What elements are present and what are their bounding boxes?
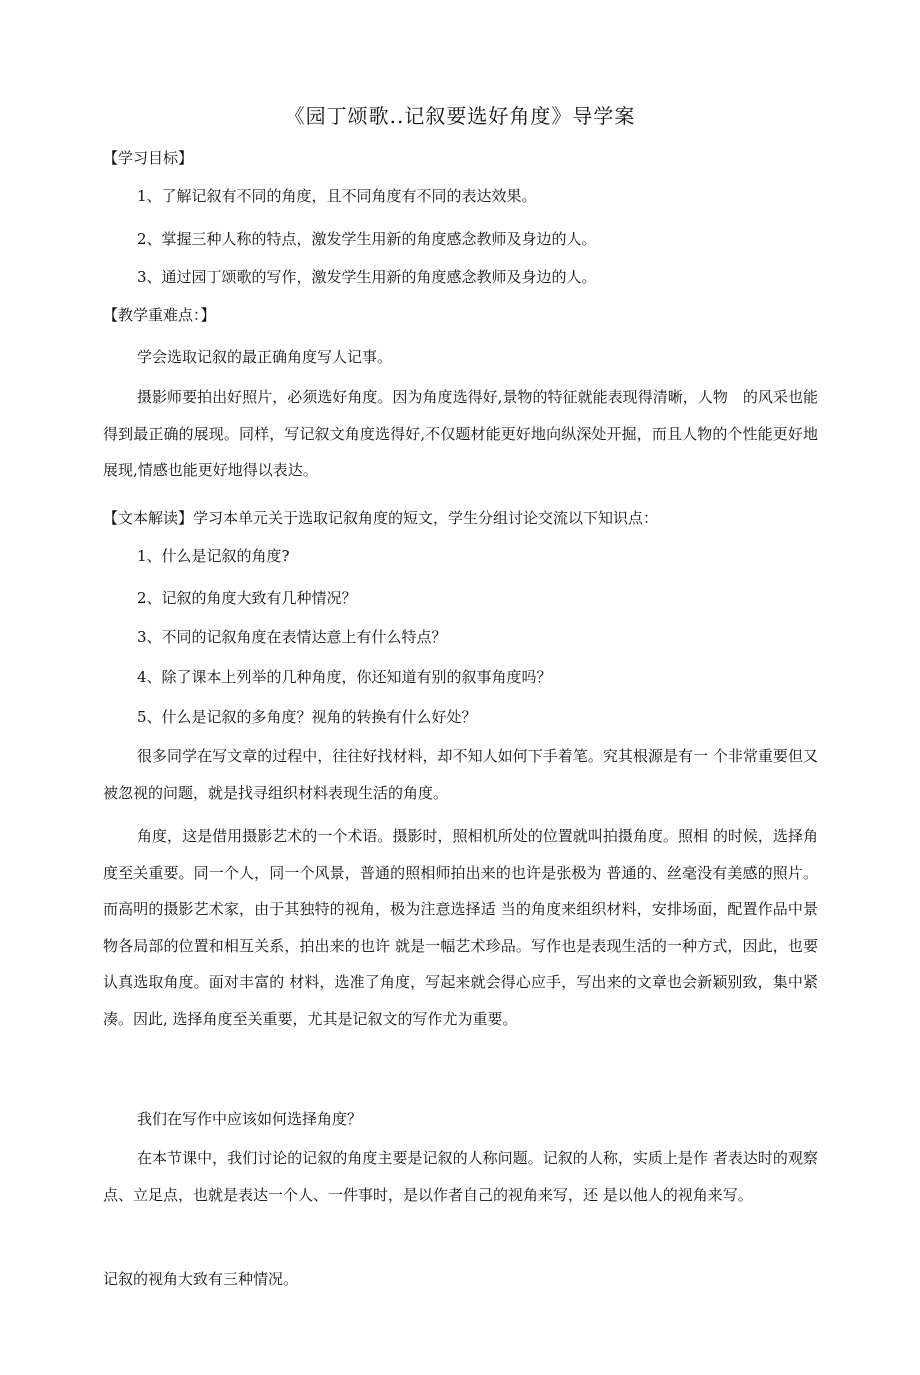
objective-item: 3、通过园丁颂歌的写作，激发学生用新的角度感念教师及身边的人。 xyxy=(137,268,597,286)
objectives-heading: 【学习目标】 xyxy=(103,149,194,167)
question-item: 2、记叙的角度大致有几种情况？ xyxy=(137,589,357,607)
question-item: 3、不同的记叙角度在表情达意上有什么特点？ xyxy=(137,628,447,646)
question-item: 5、什么是记叙的多角度？视角的转换有什么好处？ xyxy=(137,708,477,726)
question-item: 1、什么是记叙的角度? xyxy=(137,547,290,565)
students-paragraph: 很多同学在写文章的过程中，往往好找材料，却不知人如何下手着笔。究其根源是有一 个非常重要但又被忽视的问题，就是找寻组织材料表现生活的角度。 xyxy=(103,747,818,802)
person-paragraph: 在本节课中，我们讨论的记叙的角度主要是记叙的人称问题。记叙的人称，实质上是作 者表达时的观察点、立足点，也就是表达一个人、一件事时，是以作者自己的视角来写，还 是以他人的视角来写。 xyxy=(103,1149,818,1204)
document-title: 《园丁颂歌..记叙要选好角度》导学案 xyxy=(284,104,636,128)
key-point-text: 学会选取记叙的最正确角度写人记事。 xyxy=(137,348,393,366)
question-item: 4、除了课本上列举的几种角度，你还知道有别的叙事角度吗？ xyxy=(137,668,552,686)
question-paragraph: 我们在写作中应该如何选择角度？ xyxy=(137,1110,363,1128)
key-points-heading: 【教学重难点：】 xyxy=(103,306,216,324)
angle-paragraph: 角度，这是借用摄影艺术的一个术语。摄影时，照相机所处的位置就叫拍摄角度。照相 的时候，选择角度至关重要。同一个人，同一个风景，普通的照相师拍出来的也许是张极为 普通的、丝毫没有美感的照片。而高明的摄影艺术家，由于其独特的视角，极为注意选择适 当的角度来组织材料，安排场面，配置作品中景物各局部的位置和相互关系，拍出来的也许 就是一幅艺术珍品。写作也是表现生活的一种方式，因此，也要认真选取角度。面对丰富的 材料，选准了角度，写起来就会得心应手，写出来的文章也会新颖别致，集中紧凑。因此, 选择角度至关重要，尤其是记叙文的写作尤为重要。 xyxy=(103,827,818,1028)
final-line: 记叙的视角大致有三种情况。 xyxy=(103,1270,299,1288)
objective-item: 2、掌握三种人称的特点，激发学生用新的角度感念教师及身边的人。 xyxy=(137,230,597,248)
photo-paragraph: 摄影师要拍出好照片，必须选好角度。因为角度选得好,景物的特征就能表现得清晰，人物 的风采也能得到最正确的展现。同样，写记叙文角度选得好,不仅题材能更好地向纵深处开掘，而且人物的个性能更好地展现,情感也能更好地得以表达。 xyxy=(103,388,818,479)
reading-intro: 【文本解读】学习本单元关于选取记叙角度的短文，学生分组讨论交流以下知识点： xyxy=(103,509,659,527)
objective-item: 1、了解记叙有不同的角度，且不同角度有不同的表达效果。 xyxy=(137,187,537,205)
